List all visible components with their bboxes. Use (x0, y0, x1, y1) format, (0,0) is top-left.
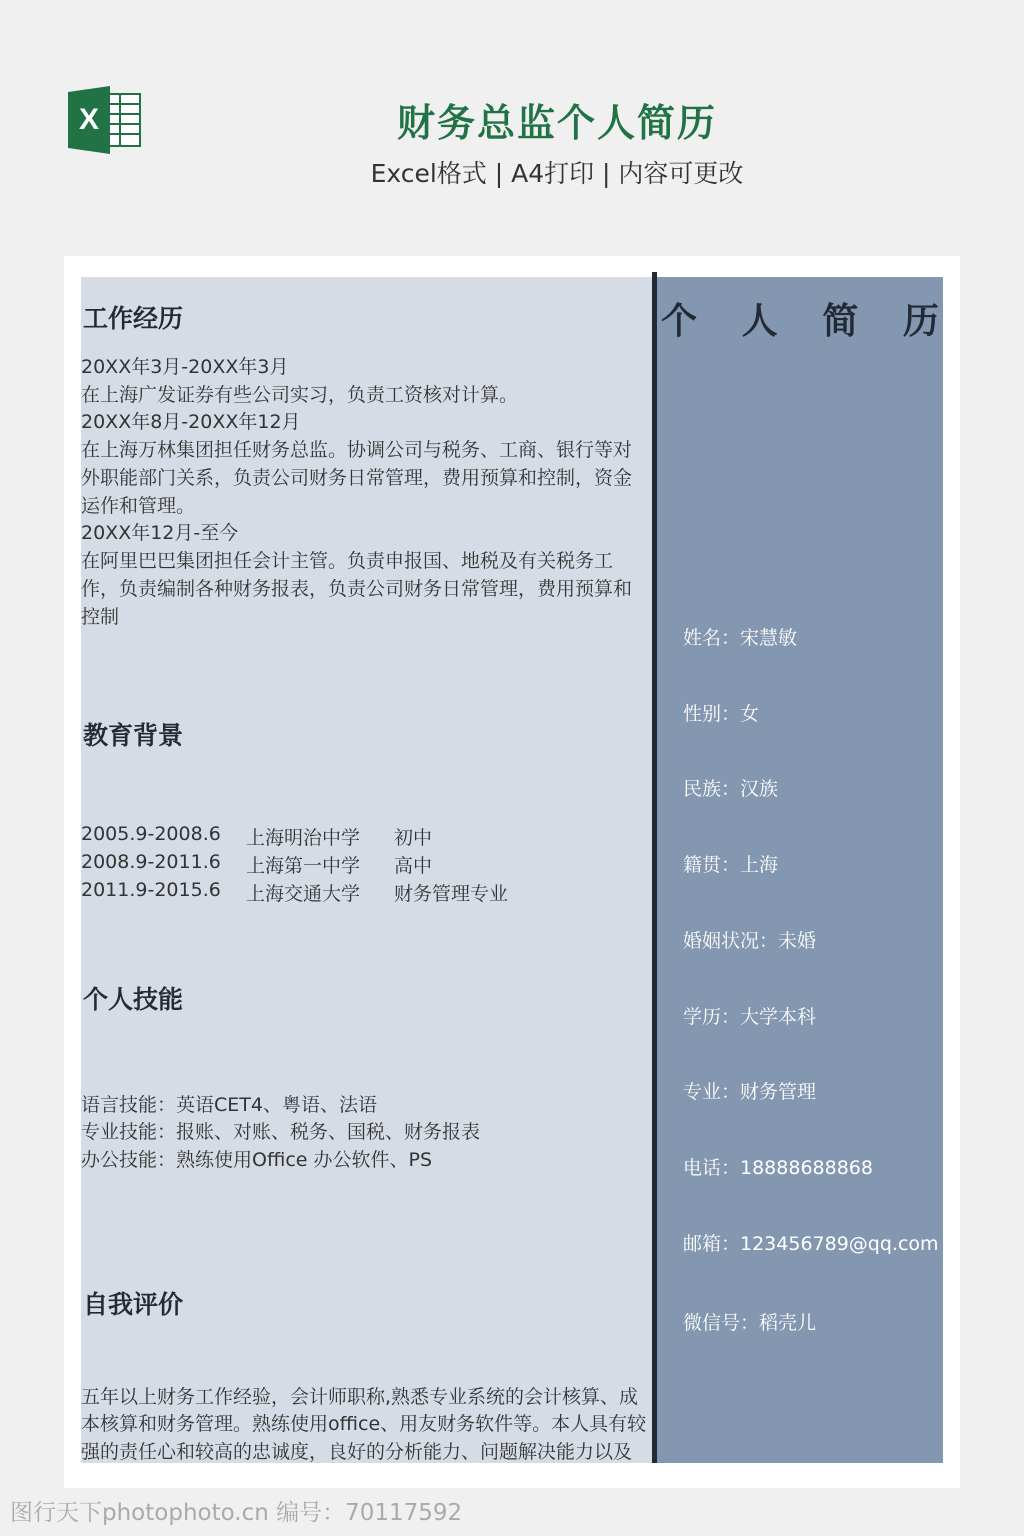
resume-right-panel (657, 277, 943, 1463)
education-level: 财务管理专业 (394, 883, 509, 905)
education-school: 上海交通大学 (246, 883, 361, 905)
education-level: 初中 (394, 827, 433, 849)
self-eval-section-title: 自我评价 (83, 1290, 184, 1319)
education-school: 上海明治中学 (246, 827, 361, 849)
education-school: 上海第一中学 (246, 855, 361, 877)
work-line: 控制 (81, 606, 120, 628)
skill-line: 专业技能：报账、对账、税务、国税、财务报表 (81, 1121, 481, 1143)
education-period: 2005.9-2008.6 (81, 823, 221, 845)
resume-heading-char: 人 (741, 301, 778, 342)
work-line: 运作和管理。 (81, 495, 196, 517)
excel-logo-letter: X (78, 103, 100, 136)
info-name: 姓名：宋慧敏 (683, 627, 798, 649)
info-ethnicity: 民族：汉族 (683, 778, 779, 800)
page-header (0, 0, 1024, 250)
work-line: 作，负责编制各种财务报表，负责公司财务日常管理，费用预算和 (81, 578, 633, 600)
page-title: 财务总监个人简历 (396, 101, 717, 145)
work-line: 20XX年12月-至今 (81, 522, 239, 544)
info-phone: 电话：18888688868 (683, 1157, 873, 1179)
self-eval-line: 强的责任心和较高的忠诚度，良好的分析能力、问题解决能力以及 (81, 1441, 633, 1463)
skills-section-title: 个人技能 (83, 985, 184, 1014)
work-line: 在阿里巴巴集团担任会计主管。负责申报国、地税及有关税务工 (81, 550, 614, 572)
page-subtitle: Excel格式 | A4打印 | 内容可更改 (370, 159, 744, 188)
info-marital-status: 婚姻状况：未婚 (683, 930, 817, 952)
work-line: 20XX年3月-20XX年3月 (81, 356, 289, 378)
education-period: 2011.9-2015.6 (81, 879, 221, 901)
watermark: 图行天下photophoto.cn 编号：70117592 (10, 1500, 463, 1526)
self-eval-line: 五年以上财务工作经验，会计师职称,熟悉专业系统的会计核算、成 (81, 1386, 639, 1408)
resume-heading-char: 个 (661, 301, 698, 342)
skill-line: 办公技能：熟练使用Office 办公软件、PS (81, 1149, 433, 1171)
work-section-title: 工作经历 (83, 304, 184, 333)
info-major: 专业：财务管理 (683, 1081, 817, 1103)
education-section-title: 教育背景 (83, 721, 184, 750)
education-period: 2008.9-2011.6 (81, 851, 221, 873)
info-gender: 性别：女 (683, 703, 760, 725)
self-eval-line: 本核算和财务管理。熟练使用office、用友财务软件等。本人具有较 (81, 1413, 647, 1435)
resume-heading (657, 293, 943, 344)
education-level: 高中 (394, 855, 433, 877)
work-line: 在上海广发证券有些公司实习，负责工资核对计算。 (81, 384, 519, 406)
work-line: 外职能部门关系，负责公司财务日常管理，费用预算和控制，资金 (81, 467, 633, 489)
work-line: 在上海万林集团担任财务总监。协调公司与税务、工商、银行等对 (81, 439, 633, 461)
resume-heading-char: 简 (822, 301, 859, 342)
info-education: 学历：大学本科 (683, 1006, 817, 1028)
skill-line: 语言技能：英语CET4、粤语、法语 (81, 1094, 377, 1116)
resume-heading-char: 历 (902, 301, 939, 342)
info-hometown: 籍贯：上海 (683, 854, 779, 876)
work-line: 20XX年8月-20XX年12月 (81, 411, 301, 433)
info-email: 邮箱：123456789@qq.com (683, 1233, 939, 1255)
resume-left-panel (81, 277, 652, 1463)
info-wechat: 微信号：稻壳儿 (683, 1312, 817, 1334)
